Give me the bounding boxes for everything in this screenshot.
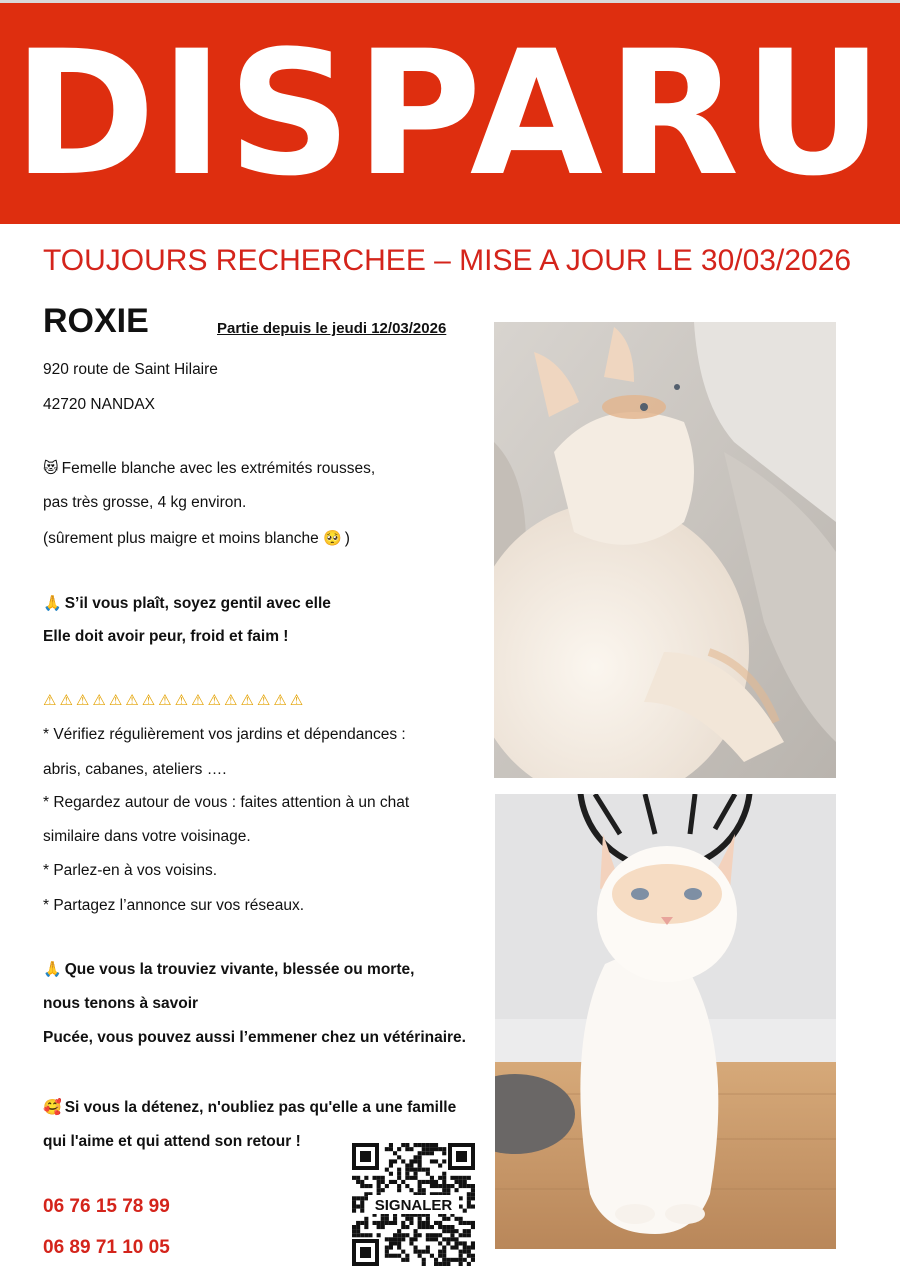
holding-line-2: qui l'aime et qui attend son retour ! bbox=[43, 1133, 301, 1150]
warning-icon: ⚠ bbox=[75, 691, 93, 709]
update-subtitle: TOUJOURS RECHERCHEE – MISE A JOUR LE 30/03/2026 bbox=[43, 244, 852, 277]
warning-icon: ⚠ bbox=[223, 691, 241, 709]
warning-icon: ⚠ bbox=[207, 691, 224, 709]
warning-icon: ⚠ bbox=[125, 691, 142, 709]
warning-icon: ⚠ bbox=[289, 691, 307, 709]
warning-icon: ⚠ bbox=[92, 691, 109, 709]
pray-icon: 🙏 bbox=[43, 594, 62, 612]
warning-icon: ⚠ bbox=[59, 691, 76, 709]
plea-line-1: 🙏 S’il vous plaît, soyez gentil avec elle bbox=[43, 594, 331, 612]
warning-icon: ⚠ bbox=[273, 691, 290, 709]
warning-icon: ⚠ bbox=[240, 691, 257, 709]
description-line-3: (sûrement plus maigre et moins blanche 🥺 ) bbox=[43, 529, 350, 547]
pleading-face-icon: 🥺 bbox=[323, 529, 342, 547]
description-line-1: 😻 Femelle blanche avec les extrémités rousses, bbox=[43, 459, 376, 477]
found-line-2: nous tenons à savoir bbox=[43, 995, 199, 1012]
address-line-2: 42720 NANDAX bbox=[43, 396, 156, 413]
address-line-1: 920 route de Saint Hilaire bbox=[43, 361, 218, 378]
cat-name: ROXIE bbox=[43, 302, 149, 340]
warning-icon: ⚠ bbox=[256, 691, 274, 709]
advice-line: abris, cabanes, ateliers …. bbox=[43, 761, 227, 778]
phone-number-1[interactable]: 06 76 15 78 99 bbox=[43, 1196, 170, 1217]
warning-icon: ⚠ bbox=[141, 691, 159, 709]
warning-icon: ⚠ bbox=[108, 691, 126, 709]
warning-icon: ⚠ bbox=[191, 691, 208, 709]
banner-title: DISPARU bbox=[12, 13, 888, 214]
advice-line: similaire dans votre voisinage. bbox=[43, 828, 251, 845]
holding-line-1: 🥰 Si vous la détenez, n'oubliez pas qu'elle a une famille bbox=[43, 1098, 457, 1116]
plea-line-2: Elle doit avoir peur, froid et faim ! bbox=[43, 628, 289, 645]
found-line-3: Pucée, vous pouvez aussi l’emmener chez un vétérinaire. bbox=[43, 1029, 466, 1046]
description-line-2: pas très grosse, 4 kg environ. bbox=[43, 494, 247, 511]
warning-icon: ⚠ bbox=[158, 691, 175, 709]
phone-number-2[interactable]: 06 89 71 10 05 bbox=[43, 1237, 170, 1258]
cat-photo-lying bbox=[494, 322, 836, 778]
warning-icon: ⚠ bbox=[43, 691, 60, 709]
found-line-1: 🙏 Que vous la trouviez vivante, blessée ou morte, bbox=[43, 960, 415, 978]
advice-line: * Regardez autour de vous : faites attention à un chat bbox=[43, 794, 410, 811]
advice-line: * Vérifiez régulièrement vos jardins et dépendances : bbox=[43, 726, 406, 743]
report-qr-code[interactable] bbox=[350, 1141, 477, 1268]
missing-since: Partie depuis le jeudi 12/03/2026 bbox=[217, 320, 447, 337]
cat-face-icon: 😻 bbox=[43, 459, 59, 477]
pray-icon: 🙏 bbox=[43, 960, 62, 978]
warning-icons-row bbox=[43, 691, 306, 709]
qr-label: SIGNALER bbox=[374, 1197, 453, 1214]
advice-line: * Parlez-en à vos voisins. bbox=[43, 862, 218, 879]
header-banner bbox=[0, 0, 900, 224]
cat-photo-sitting bbox=[495, 794, 836, 1249]
warning-icon: ⚠ bbox=[174, 691, 192, 709]
smiling-hearts-icon: 🥰 bbox=[43, 1098, 62, 1116]
advice-line: * Partagez l’annonce sur vos réseaux. bbox=[43, 897, 305, 914]
